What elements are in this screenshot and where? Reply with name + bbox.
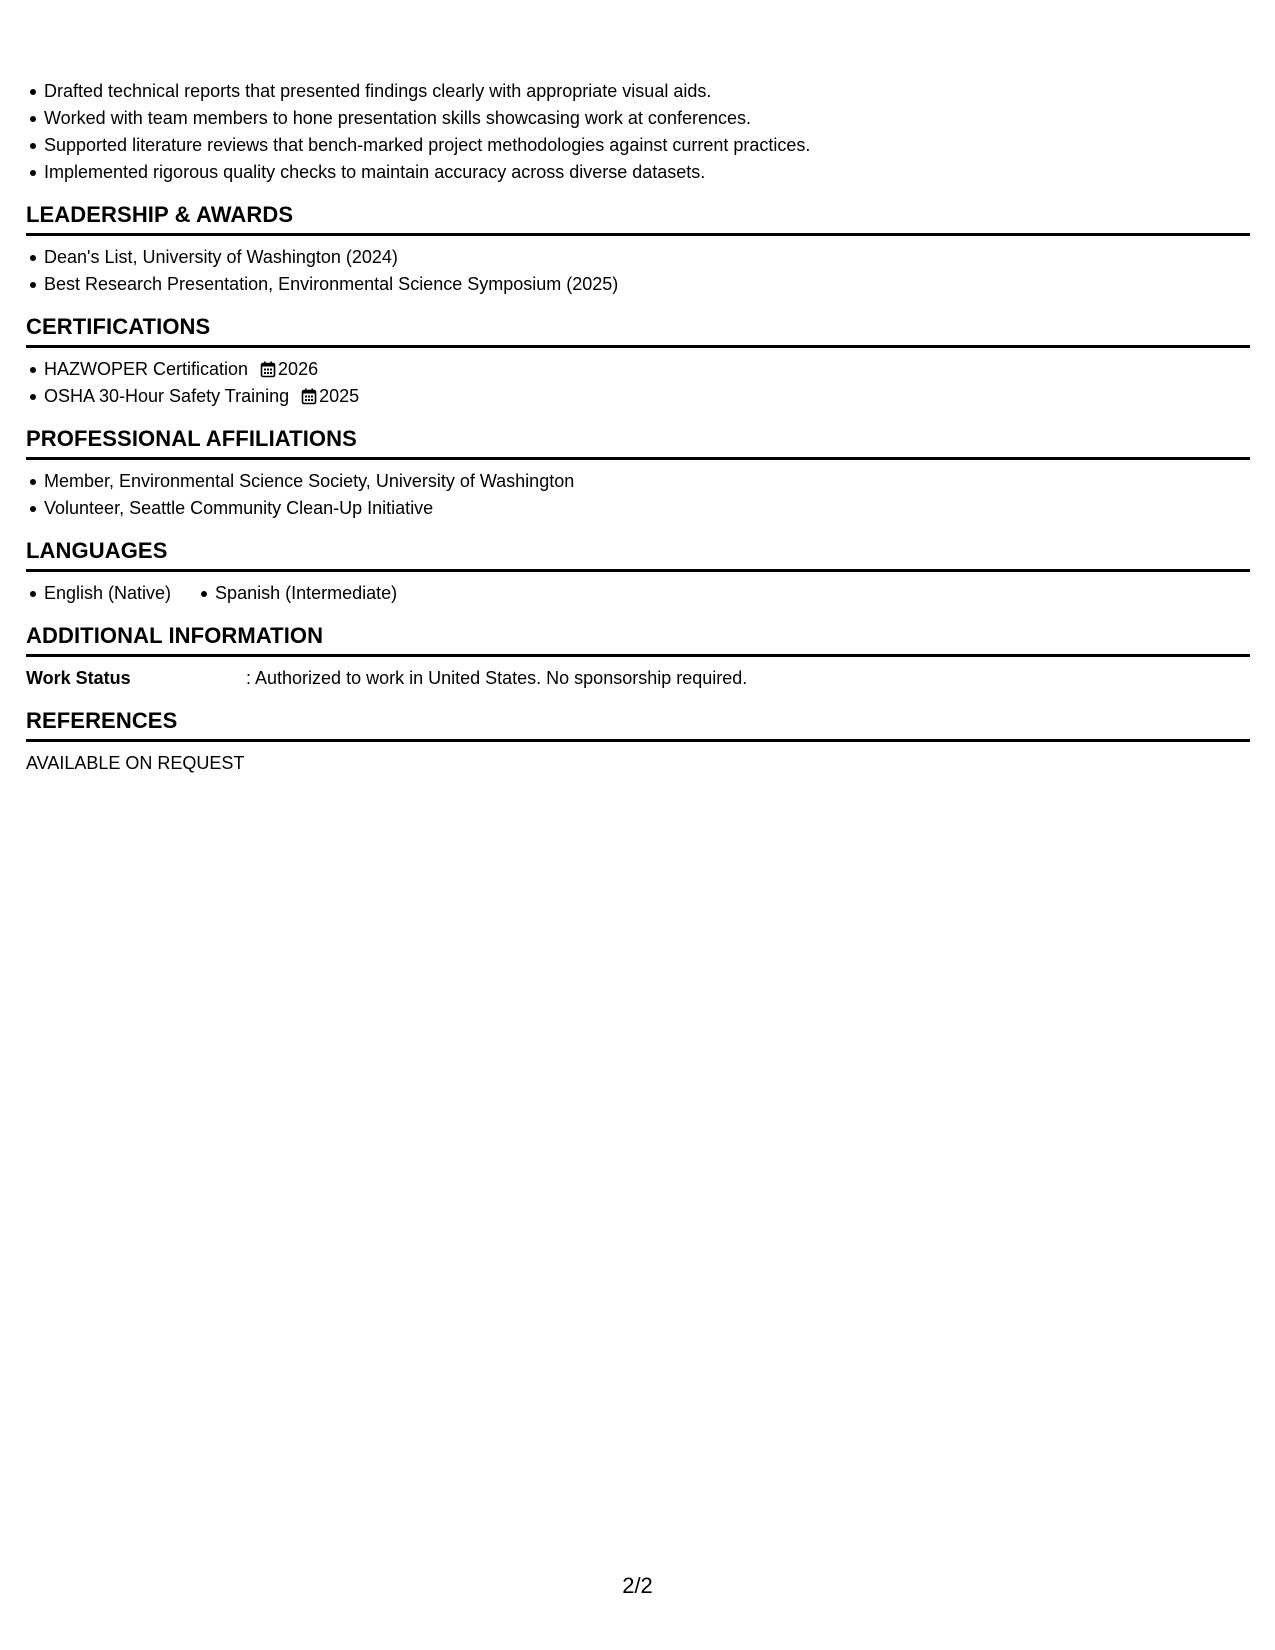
work-status-value: : Authorized to work in United States. No sponsorship required. <box>246 668 748 688</box>
languages-section <box>26 538 1250 607</box>
work-status-label: Work Status <box>26 668 131 688</box>
page-number: 2/2 <box>622 1573 653 1598</box>
work-status-row <box>26 665 1250 692</box>
certification-name: OSHA 30-Hour Safety Training <box>44 386 290 406</box>
experience-bullet: Supported literature reviews that bench-marked project methodologies against current practices. <box>44 132 1250 159</box>
experience-bullet: Drafted technical reports that presented findings clearly with appropriate visual aids. <box>44 78 1250 105</box>
languages-heading: LANGUAGES <box>26 538 168 563</box>
section-divider <box>26 233 1250 236</box>
certification-name: HAZWOPER Certification <box>44 359 249 379</box>
section-divider <box>26 457 1250 460</box>
language-item: English (Native) <box>44 580 171 607</box>
leadership-section <box>26 202 1250 298</box>
affiliations-list <box>26 468 1250 522</box>
calendar-icon <box>260 361 276 378</box>
experience-bullet-list <box>26 78 1250 186</box>
experience-bullet: Implemented rigorous quality checks to maintain accuracy across diverse datasets. <box>44 159 1250 186</box>
leadership-item: Best Research Presentation, Environmental Science Symposium (2025) <box>44 271 1250 298</box>
certification-item <box>44 356 1250 383</box>
certifications-heading: CERTIFICATIONS <box>26 314 211 339</box>
certifications-list <box>26 356 1250 410</box>
calendar-icon <box>301 388 317 405</box>
section-divider <box>26 345 1250 348</box>
affiliations-heading: PROFESSIONAL AFFILIATIONS <box>26 426 357 451</box>
affiliation-item: Member, Environmental Science Society, University of Washington <box>44 468 1250 495</box>
certifications-section <box>26 314 1250 410</box>
certification-year: 2026 <box>278 359 319 379</box>
affiliations-section <box>26 426 1250 522</box>
certification-item <box>44 383 1250 410</box>
affiliation-item: Volunteer, Seattle Community Clean-Up Initiative <box>44 495 1250 522</box>
certification-year: 2025 <box>319 386 360 406</box>
languages-list <box>26 580 1250 607</box>
section-divider <box>26 569 1250 572</box>
section-divider <box>26 654 1250 657</box>
resume-page-2 <box>26 78 1250 777</box>
language-item: Spanish (Intermediate) <box>215 580 397 607</box>
leadership-heading: LEADERSHIP & AWARDS <box>26 202 294 227</box>
leadership-list <box>26 244 1250 298</box>
references-heading: REFERENCES <box>26 708 178 733</box>
experience-bullet: Worked with team members to hone presentation skills showcasing work at conferences. <box>44 105 1250 132</box>
section-divider <box>26 739 1250 742</box>
additional-info-section <box>26 623 1250 692</box>
references-text: AVAILABLE ON REQUEST <box>26 753 245 773</box>
additional-info-heading: ADDITIONAL INFORMATION <box>26 623 324 648</box>
leadership-item: Dean's List, University of Washington (2024) <box>44 244 1250 271</box>
references-section <box>26 708 1250 777</box>
